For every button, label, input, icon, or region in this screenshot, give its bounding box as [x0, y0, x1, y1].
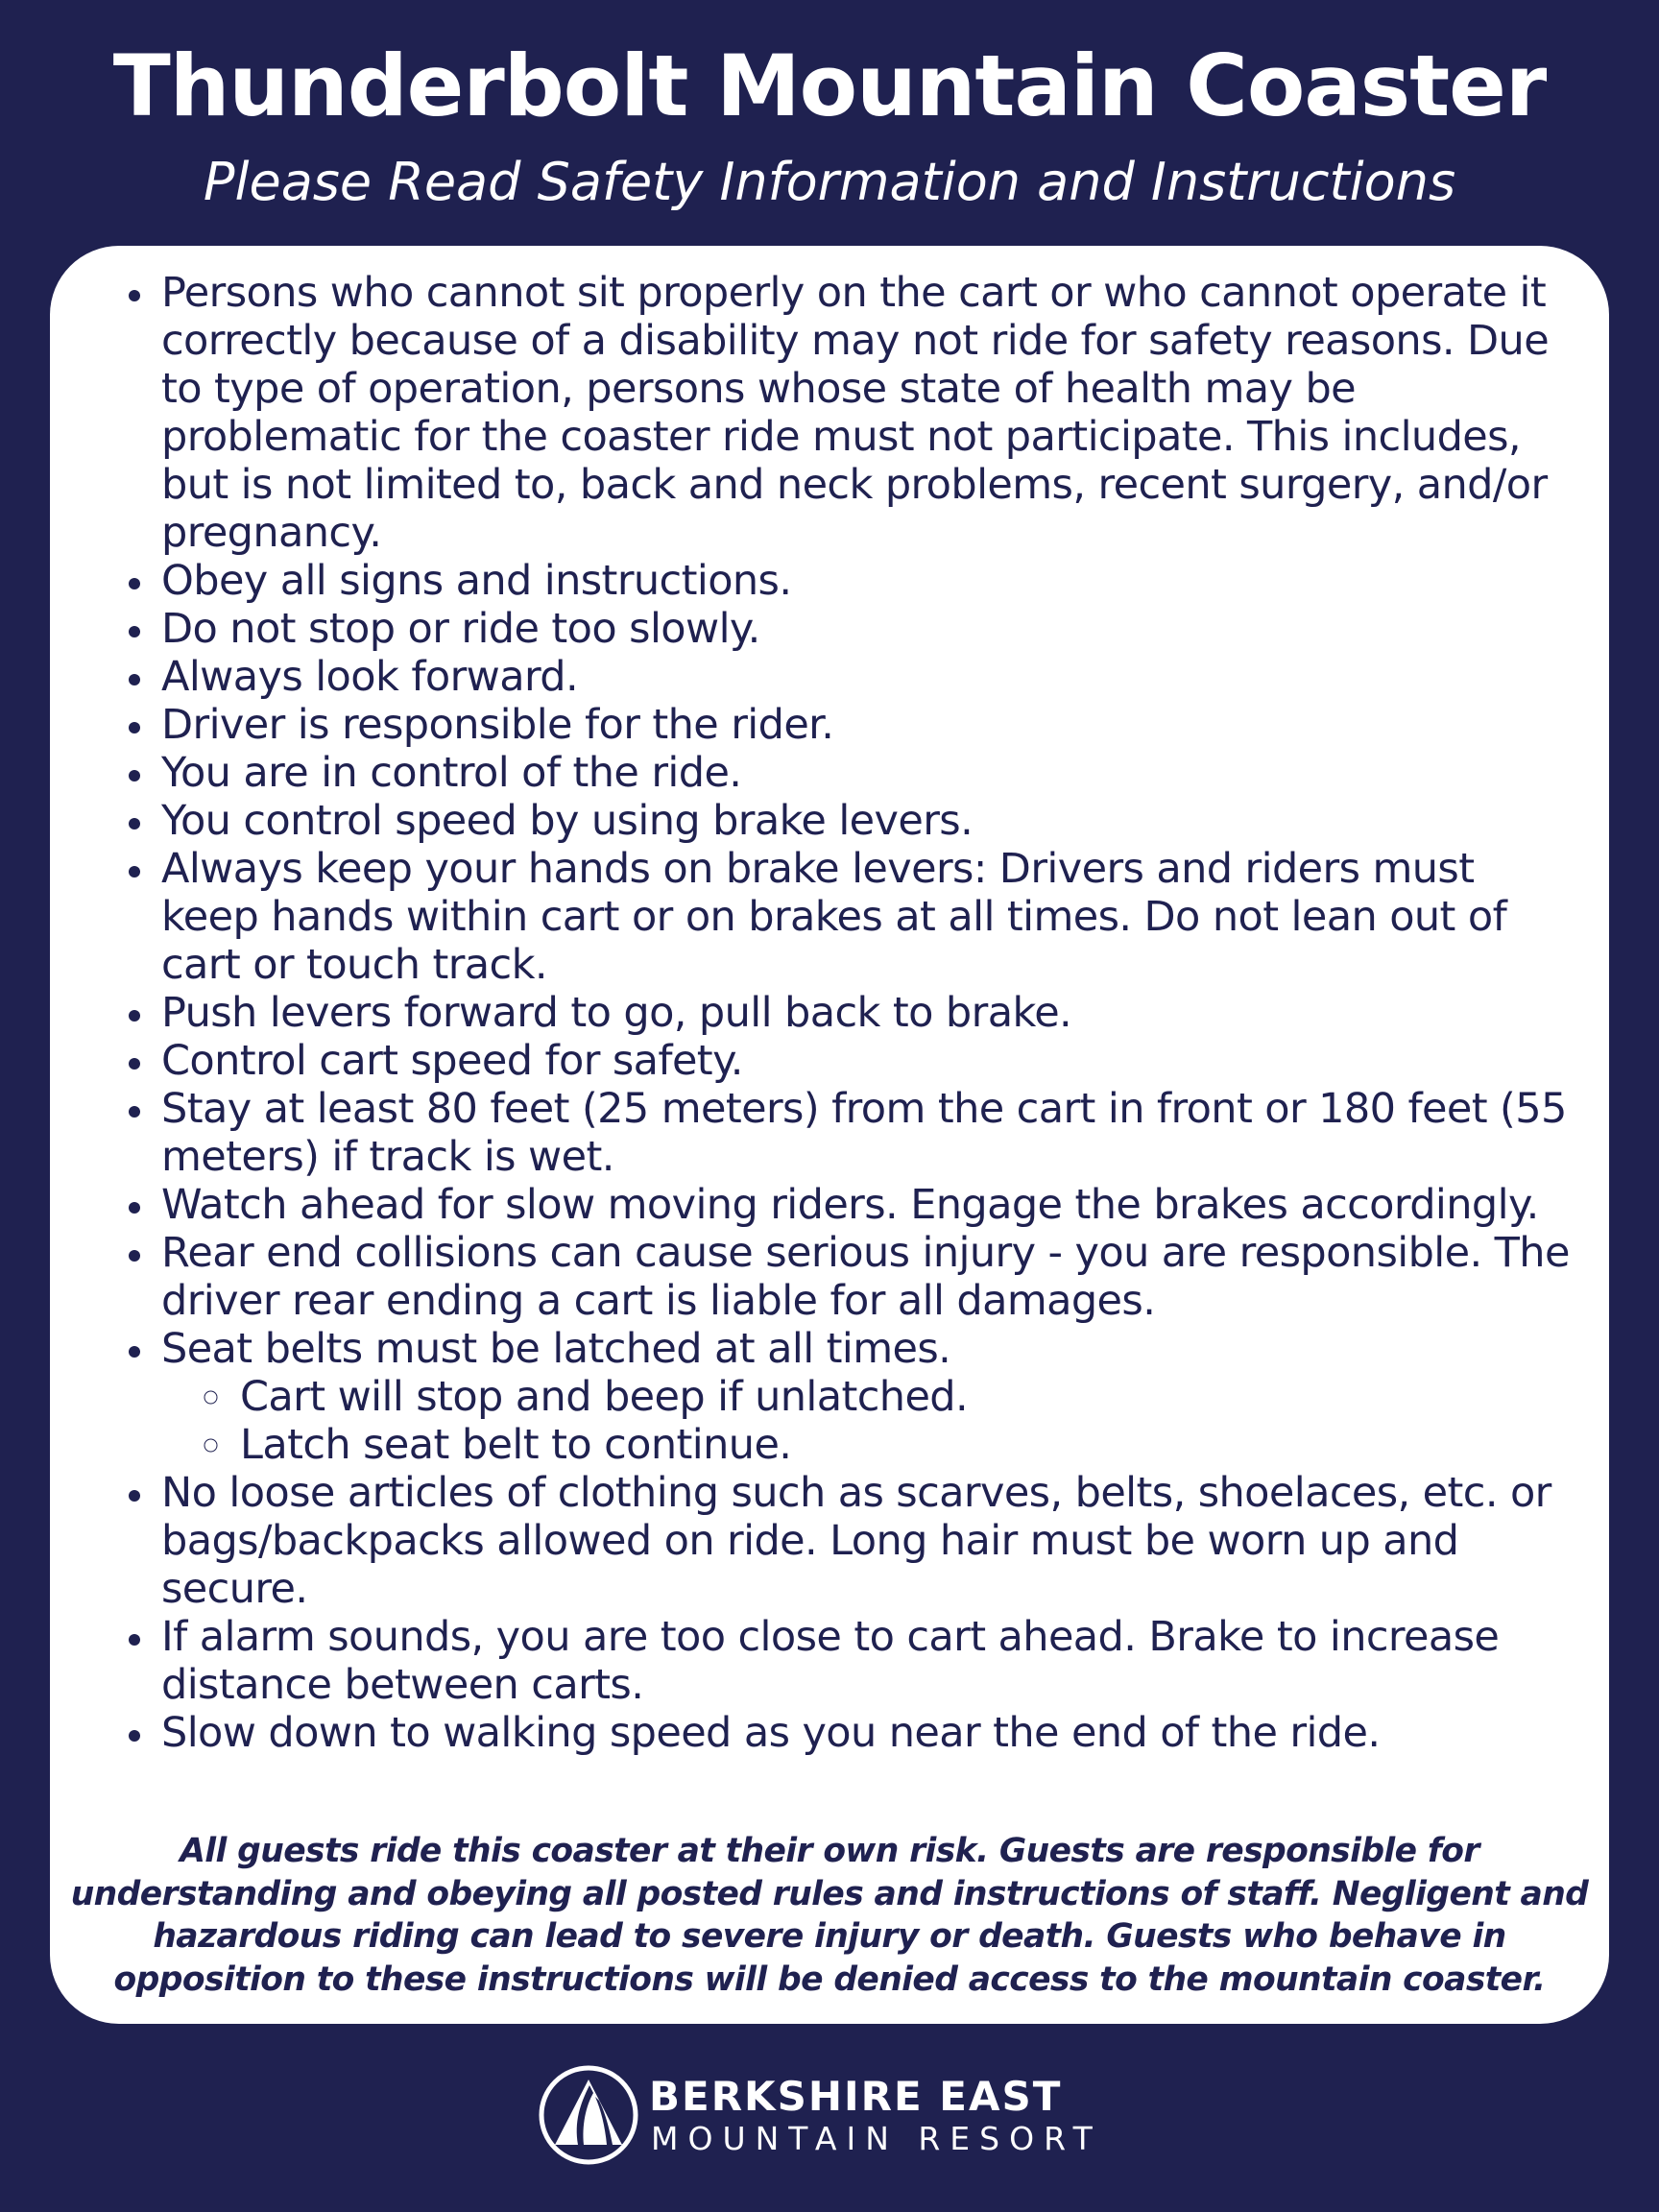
rule-item: • Obey all signs and instructions. [157, 557, 1576, 605]
rule-item: • If alarm sounds, you are too close to cart ahead. Brake to increase distance between carts. [157, 1613, 1576, 1709]
rule-item: • Stay at least 80 feet (25 meters) from the cart in front or 180 feet (55 meters) if track is wet. [157, 1085, 1576, 1181]
rule-item: • Rear end collisions can cause serious injury - you are responsible. The driver rear ending a cart is liable for all damages. [157, 1229, 1576, 1325]
rule-item-seatbelt [157, 1325, 1576, 1469]
subrule-item: ◦ Latch seat belt to continue. [236, 1421, 1576, 1469]
page-subtitle: Please Read Safety Information and Instructions [203, 152, 1456, 212]
seatbelt-subrules [161, 1373, 1576, 1469]
rule-item: • You are in control of the ride. [157, 749, 1576, 797]
page-title: Thunderbolt Mountain Coaster [112, 36, 1547, 135]
brand-name: BERKSHIRE EAST [649, 2073, 1063, 2120]
subrule-item: ◦ Cart will stop and beep if unlatched. [236, 1373, 1576, 1421]
brand-subtitle: MOUNTAIN RESORT [651, 2120, 1102, 2157]
rule-item: • Control cart speed for safety. [157, 1037, 1576, 1085]
rule-item: • Do not stop or ride too slowly. [157, 605, 1576, 653]
rule-item: • You control speed by using brake levers. [157, 797, 1576, 845]
disclaimer: All guests ride this coaster at their own risk. Guests are responsible for understanding and obeying all posted rules and instructions of staff. Negligent and hazardous riding can lead to severe injury or death. Guests who behave in opposition to these instructions will be denied access to the mountain coaster. [70, 1832, 1589, 1999]
rule-item-text: Seat belts must be latched at all times. [161, 1325, 951, 1373]
brand-logo [538, 2064, 1133, 2170]
rule-item: • Slow down to walking speed as you near the end of the ride. [157, 1709, 1576, 1757]
rules-list [108, 269, 1576, 1757]
rule-item: • Push levers forward to go, pull back to brake. [157, 989, 1576, 1037]
mountain-logo-icon [538, 2064, 639, 2166]
rule-item: • Driver is responsible for the rider. [157, 701, 1576, 749]
rule-item: • Always look forward. [157, 653, 1576, 701]
rule-item: • Watch ahead for slow moving riders. Engage the brakes accordingly. [157, 1181, 1576, 1229]
rule-item: • No loose articles of clothing such as scarves, belts, shoelaces, etc. or bags/backpacks allowed on ride. Long hair must be worn up and secure. [157, 1469, 1576, 1613]
rule-item: • Always keep your hands on brake levers: Drivers and riders must keep hands within cart or on brakes at all times. Do not lean out of cart or touch track. [157, 845, 1576, 989]
rule-item: • Persons who cannot sit properly on the cart or who cannot operate it correctly because of a disability may not ride for safety reasons. Due to type of operation, persons whose state of health may be problematic for the coaster ride must not participate. This includes, but is not limited to, back and neck problems, recent surgery, and/or pregnancy. [157, 269, 1576, 557]
